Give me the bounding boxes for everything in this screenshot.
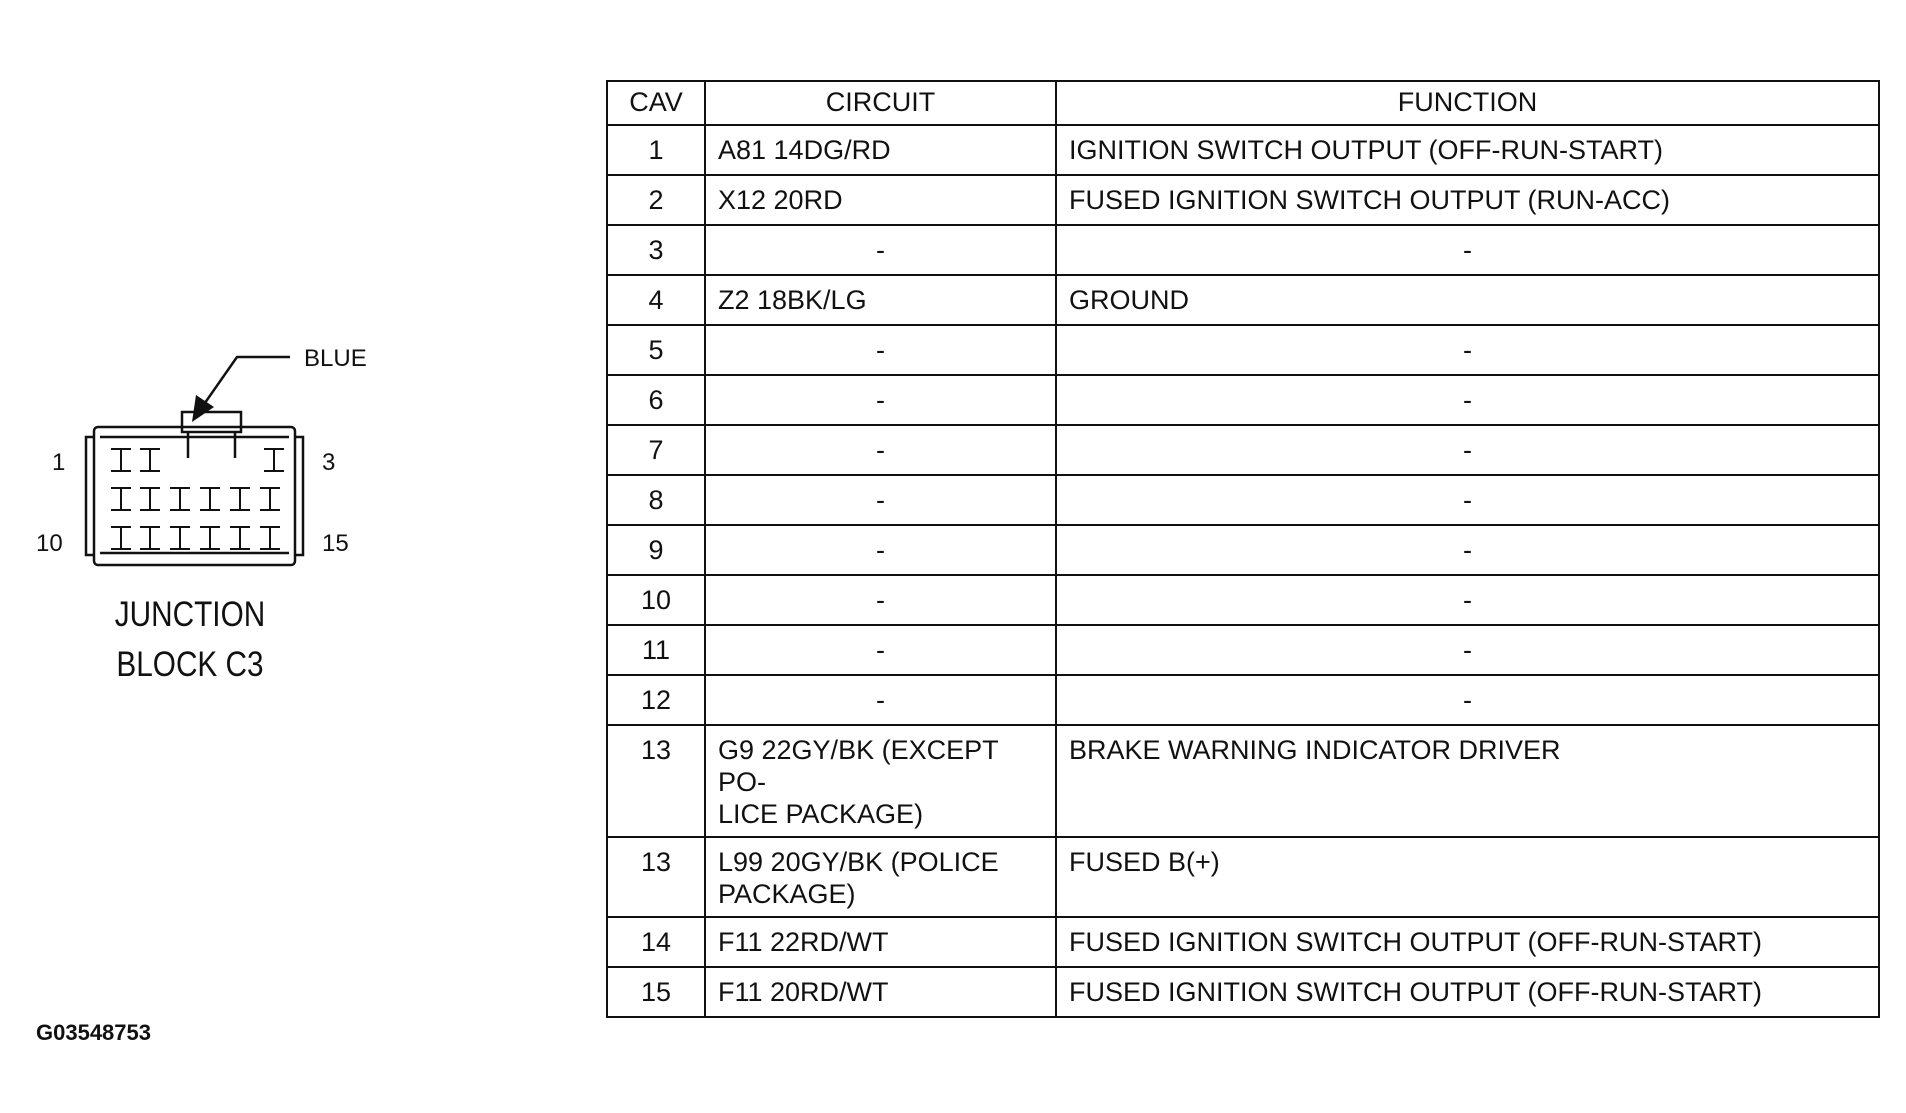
pin-label-top-left: 1 [52, 449, 66, 476]
function-cell: GROUND [1056, 275, 1879, 325]
circuit-cell: - [705, 425, 1056, 475]
circuit-cell: - [705, 475, 1056, 525]
function-cell: FUSED IGNITION SWITCH OUTPUT (OFF-RUN-START) [1056, 917, 1879, 967]
table-row [607, 425, 1879, 475]
header-function: FUNCTION [1056, 81, 1879, 125]
table-row [607, 837, 1879, 917]
table-row [607, 225, 1879, 275]
pin-label-top-right: 3 [322, 449, 336, 476]
header-cav: CAV [607, 81, 705, 125]
circuit-cell: - [705, 525, 1056, 575]
table-row [607, 175, 1879, 225]
table-row [607, 675, 1879, 725]
color-callout-label: BLUE [304, 345, 367, 372]
circuit-cell: - [705, 225, 1056, 275]
pin-label-bottom-left: 10 [36, 530, 63, 557]
connector-title [80, 590, 301, 690]
pinout-table [606, 80, 1880, 1018]
cav-cell: 14 [607, 917, 705, 967]
figure-id: G03548753 [36, 1020, 151, 1045]
cav-cell: 8 [607, 475, 705, 525]
function-cell: - [1056, 625, 1879, 675]
function-cell: FUSED B(+) [1056, 837, 1879, 917]
terminal-cavities [111, 449, 284, 549]
cav-cell: 9 [607, 525, 705, 575]
table-row [607, 625, 1879, 675]
table-row [607, 275, 1879, 325]
pin-label-bottom-right: 15 [322, 530, 349, 557]
color-callout-leader [200, 357, 290, 410]
table-row [607, 325, 1879, 375]
function-cell: IGNITION SWITCH OUTPUT (OFF-RUN-START) [1056, 125, 1879, 175]
cav-cell: 13 [607, 837, 705, 917]
cav-cell: 2 [607, 175, 705, 225]
function-cell: FUSED IGNITION SWITCH OUTPUT (RUN-ACC) [1056, 175, 1879, 225]
circuit-cell: - [705, 575, 1056, 625]
connector-title-line2: BLOCK C3 [116, 645, 264, 684]
circuit-cell: - [705, 375, 1056, 425]
circuit-cell: - [705, 675, 1056, 725]
circuit-cell: - [705, 625, 1056, 675]
cav-cell: 15 [607, 967, 705, 1017]
connector-title-line1: JUNCTION [114, 595, 266, 634]
pinout-table-body [607, 125, 1879, 1017]
table-row [607, 725, 1879, 837]
circuit-cell: Z2 18BK/LG [705, 275, 1056, 325]
table-row [607, 967, 1879, 1017]
function-cell: - [1056, 325, 1879, 375]
circuit-cell: G9 22GY/BK (EXCEPT PO- LICE PACKAGE) [705, 725, 1056, 837]
cav-cell: 10 [607, 575, 705, 625]
circuit-cell: A81 14DG/RD [705, 125, 1056, 175]
circuit-cell: F11 22RD/WT [705, 917, 1056, 967]
function-cell: - [1056, 475, 1879, 525]
function-cell: - [1056, 675, 1879, 725]
circuit-cell: - [705, 325, 1056, 375]
cav-cell: 6 [607, 375, 705, 425]
color-callout-arrowhead [192, 395, 214, 422]
function-cell: - [1056, 525, 1879, 575]
cav-cell: 7 [607, 425, 705, 475]
table-row [607, 375, 1879, 425]
function-cell: - [1056, 425, 1879, 475]
cav-cell: 5 [607, 325, 705, 375]
function-cell: - [1056, 575, 1879, 625]
cav-cell: 1 [607, 125, 705, 175]
header-circuit: CIRCUIT [705, 81, 1056, 125]
table-row [607, 125, 1879, 175]
cav-cell: 13 [607, 725, 705, 837]
circuit-cell: L99 20GY/BK (POLICE PACKAGE) [705, 837, 1056, 917]
table-row [607, 475, 1879, 525]
circuit-cell: X12 20RD [705, 175, 1056, 225]
table-row [607, 575, 1879, 625]
function-cell: - [1056, 375, 1879, 425]
cav-cell: 11 [607, 625, 705, 675]
table-row [607, 917, 1879, 967]
function-cell: FUSED IGNITION SWITCH OUTPUT (OFF-RUN-START) [1056, 967, 1879, 1017]
function-cell: - [1056, 225, 1879, 275]
cav-cell: 12 [607, 675, 705, 725]
table-row [607, 525, 1879, 575]
function-cell: BRAKE WARNING INDICATOR DRIVER [1056, 725, 1879, 837]
cav-cell: 4 [607, 275, 705, 325]
cav-cell: 3 [607, 225, 705, 275]
circuit-cell: F11 20RD/WT [705, 967, 1056, 1017]
table-header-row [607, 81, 1879, 125]
